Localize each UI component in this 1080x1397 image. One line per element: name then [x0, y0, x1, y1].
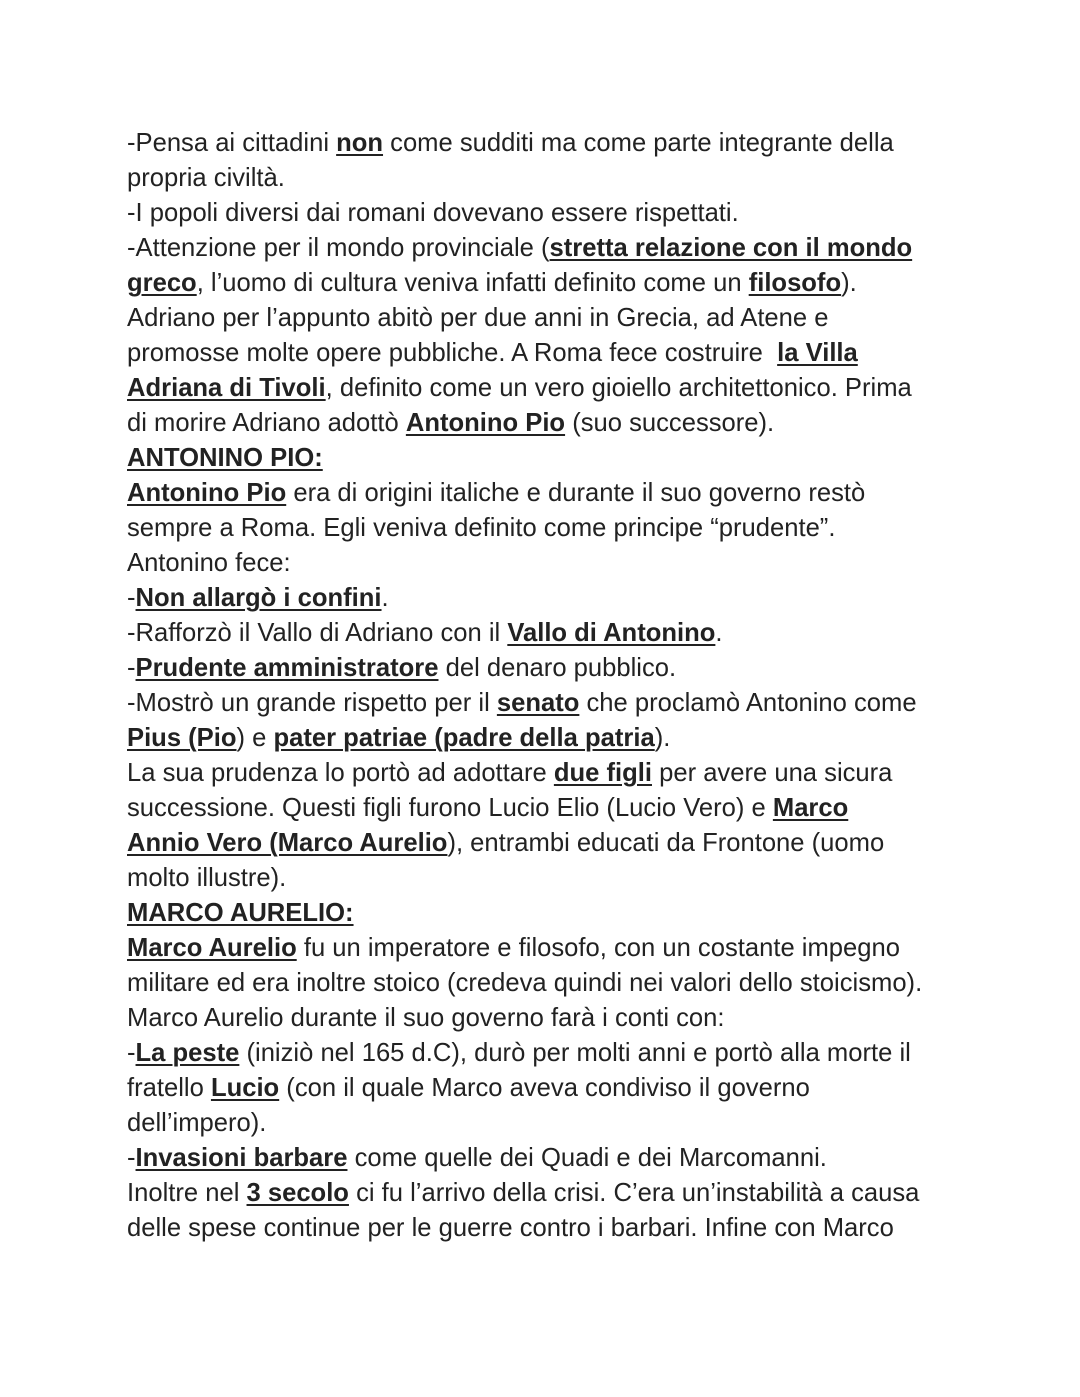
text-line: [127, 406, 1027, 441]
text-line: [127, 546, 1027, 581]
text-line: [127, 266, 1027, 301]
text-line: [127, 1071, 1027, 1106]
body-text: Inoltre nel: [127, 1179, 247, 1207]
text-line: [127, 1106, 1027, 1141]
text-line: [127, 301, 1027, 336]
text-line: [127, 1141, 1027, 1176]
text-line: [127, 931, 1027, 966]
text-line: [127, 441, 1027, 476]
text-line: [127, 161, 1027, 196]
body-text: sempre a Roma. Egli veniva definito come principe “prudente”.: [127, 514, 836, 542]
document-body: [127, 126, 1027, 1246]
body-text: -Pensa ai cittadini: [127, 129, 337, 157]
emphasized-text: Vallo di Antonino: [507, 619, 716, 647]
emphasized-text: stretta relazione con il mondo: [549, 234, 913, 262]
emphasized-text: Marco Aurelio: [127, 934, 297, 962]
body-text: ) e: [236, 724, 274, 752]
text-line: [127, 511, 1027, 546]
body-text: -Mostrò un grande rispetto per il: [127, 689, 497, 717]
emphasized-text: Prudente amministratore: [135, 654, 439, 682]
body-text: Marco Aurelio durante il suo governo farà i conti con:: [127, 1004, 725, 1032]
body-text: (suo successore).: [565, 409, 775, 437]
emphasized-text: non: [336, 129, 384, 157]
body-text: militare ed era inoltre stoico (credeva quindi nei valori dello stoicismo).: [127, 969, 923, 997]
body-text: , l’uomo di cultura veniva infatti definito come un: [196, 269, 749, 297]
body-text: era di origini italiche e durante il suo governo restò: [286, 479, 866, 507]
emphasized-text: MARCO AURELIO:: [127, 899, 354, 927]
body-text: successione. Questi figli furono Lucio Elio (Lucio Vero) e: [127, 794, 773, 822]
text-line: [127, 721, 1027, 756]
text-line: [127, 1001, 1027, 1036]
text-line: [127, 1036, 1027, 1071]
text-line: [127, 756, 1027, 791]
emphasized-text: 3 secolo: [246, 1179, 349, 1207]
body-text: -: [127, 584, 136, 612]
body-text: (iniziò nel 165 d.C), durò per molti anni e portò alla morte il: [239, 1039, 911, 1067]
text-line: [127, 231, 1027, 266]
text-line: [127, 336, 1027, 371]
emphasized-text: pater patriae (padre della patria: [273, 724, 655, 752]
body-text: per avere una sicura: [651, 759, 893, 787]
body-text: ).: [841, 269, 857, 297]
body-text: molto illustre).: [127, 864, 287, 892]
text-line: [127, 476, 1027, 511]
text-line: [127, 1176, 1027, 1211]
emphasized-text: Non allargò i confini: [135, 584, 382, 612]
emphasized-text: Invasioni barbare: [135, 1144, 348, 1172]
emphasized-text: filosofo: [748, 269, 842, 297]
emphasized-text: Pius (Pio: [127, 724, 237, 752]
body-text: fratello: [127, 1074, 211, 1102]
emphasized-text: due figli: [553, 759, 652, 787]
body-text: come quelle dei Quadi e dei Marcomanni.: [347, 1144, 827, 1172]
text-line: [127, 896, 1027, 931]
body-text: Antonino fece:: [127, 549, 291, 577]
text-line: [127, 371, 1027, 406]
body-text: propria civiltà.: [127, 164, 285, 192]
body-text: -: [127, 1144, 136, 1172]
body-text: La sua prudenza lo portò ad adottare: [127, 759, 554, 787]
text-line: [127, 966, 1027, 1001]
body-text: .: [715, 619, 723, 647]
emphasized-text: La peste: [135, 1039, 240, 1067]
body-text: -Attenzione per il mondo provinciale (: [127, 234, 550, 262]
text-line: [127, 791, 1027, 826]
emphasized-text: Lucio: [210, 1074, 280, 1102]
body-text: (con il quale Marco aveva condiviso il governo: [279, 1074, 810, 1102]
text-line: [127, 581, 1027, 616]
body-text: , definito come un vero gioiello architettonico. Prima: [325, 374, 912, 402]
body-text: -Rafforzò il Vallo di Adriano con il: [127, 619, 508, 647]
emphasized-text: senato: [496, 689, 580, 717]
emphasized-text: ANTONINO PIO:: [127, 444, 323, 472]
emphasized-text: Marco: [772, 794, 849, 822]
body-text: -I popoli diversi dai romani dovevano essere rispettati.: [127, 199, 739, 227]
text-line: [127, 651, 1027, 686]
text-line: [127, 686, 1027, 721]
text-line: [127, 196, 1027, 231]
body-text: dell’impero).: [127, 1109, 267, 1137]
body-text: delle spese continue per le guerre contro i barbari. Infine con Marco: [127, 1214, 894, 1242]
body-text: del denaro pubblico.: [438, 654, 677, 682]
body-text: di morire Adriano adottò: [127, 409, 406, 437]
emphasized-text: Antonino Pio: [127, 479, 287, 507]
body-text: -: [127, 1039, 136, 1067]
body-text: che proclamò Antonino come: [579, 689, 917, 717]
body-text: promosse molte opere pubbliche. A Roma fece costruire: [127, 339, 778, 367]
body-text: ), entrambi educati da Frontone (uomo: [447, 829, 885, 857]
body-text: Adriano per l’appunto abitò per due anni in Grecia, ad Atene e: [127, 304, 829, 332]
body-text: fu un imperatore e filosofo, con un costante impegno: [296, 934, 900, 962]
emphasized-text: Annio Vero (Marco Aurelio: [127, 829, 448, 857]
text-line: [127, 861, 1027, 896]
body-text: come sudditi ma come parte integrante della: [383, 129, 894, 157]
text-line: [127, 616, 1027, 651]
text-line: [127, 826, 1027, 861]
text-line: [127, 126, 1027, 161]
emphasized-text: Adriana di Tivoli: [127, 374, 326, 402]
emphasized-text: Antonino Pio: [405, 409, 566, 437]
body-text: .: [381, 584, 389, 612]
body-text: ).: [654, 724, 671, 752]
body-text: -: [127, 654, 136, 682]
emphasized-text: la Villa: [777, 339, 858, 367]
emphasized-text: greco: [127, 269, 197, 297]
body-text: ci fu l’arrivo della crisi. C’era un’instabilità a causa: [348, 1179, 920, 1207]
text-line: [127, 1211, 1027, 1246]
